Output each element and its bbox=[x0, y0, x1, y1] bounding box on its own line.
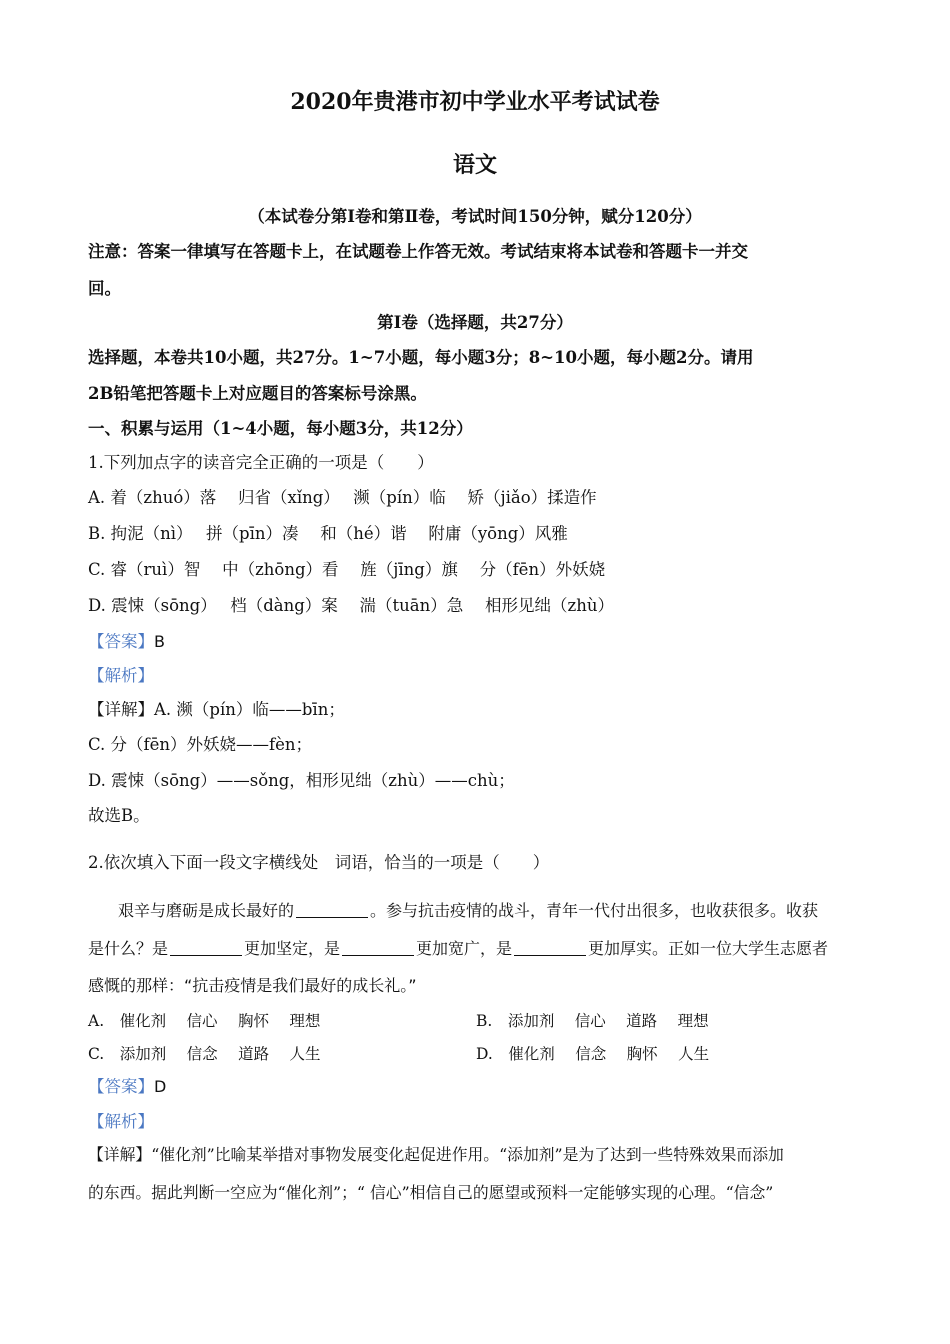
part1-instruction-line-1: 选择题，本卷共10小题，共27分。1~7小题，每小题3分；8~10小题，每小题2分。请用 bbox=[88, 348, 754, 367]
detail-label: 【详解】 bbox=[88, 700, 154, 719]
notice-line-2: 回。 bbox=[88, 279, 121, 298]
passage-text: 更加坚定，是 bbox=[244, 939, 341, 958]
answer-label: 【答案】 bbox=[88, 1077, 154, 1096]
q2-passage-line-1 bbox=[118, 901, 818, 921]
exam-info: （本试卷分第Ⅰ卷和第Ⅱ卷，考试时间150分钟，赋分120分） bbox=[248, 207, 702, 226]
passage-text: 更加厚实。正如一位大学生志愿者 bbox=[588, 939, 829, 958]
q2-analysis-label: 【解析】 bbox=[88, 1112, 154, 1131]
q1-detail-line-2: C. 分（fēn）外妖娆——fèn； bbox=[88, 735, 313, 754]
q1-option-d: D. 震悚（sōng） 档（dàng）案 湍（tuān）急 相形见绌（zhù） bbox=[88, 596, 614, 615]
passage-text: 艰辛与磨砺是成长最好的 bbox=[118, 901, 295, 920]
blank-1 bbox=[296, 901, 368, 918]
detail-text: A. 濒（pín）临——bīn； bbox=[154, 700, 345, 719]
q1-option-b: B. 拘泥（nì） 拼（pīn）凑 和（hé）谐 附庸（yōng）风雅 bbox=[88, 524, 568, 543]
q1-conclusion: 故选B。 bbox=[88, 806, 150, 825]
q1-answer bbox=[88, 632, 165, 652]
passage-text: 。参与抗击疫情的战斗，青年一代付出很多，也收获很多。收获 bbox=[370, 901, 819, 920]
q2-option-c: C. 添加剂 信念 道路 人生 bbox=[88, 1045, 321, 1063]
blank-2 bbox=[170, 939, 242, 956]
q1-option-c: C. 睿（ruì）智 中（zhōng）看 旌（jīng）旗 分（fēn）外妖娆 bbox=[88, 560, 606, 579]
detail-text: “催化剂”比喻某举措对事物发展变化起促进作用。“添加剂”是为了达到一些特殊效果而添加 bbox=[151, 1145, 784, 1164]
part1-heading: 第Ⅰ卷（选择题，共27分） bbox=[377, 313, 573, 332]
q2-stem: 2.依次填入下面一段文字横线处 词语，恰当的一项是（ ） bbox=[88, 853, 550, 872]
answer-label: 【答案】 bbox=[88, 632, 154, 651]
q2-option-a: A. 催化剂 信心 胸怀 理想 bbox=[88, 1012, 321, 1030]
q2-detail-line-2: 的东西。据此判断一空应为“催化剂”；“ 信心”相信自己的愿望或预料一定能够实现的心理。“信念” bbox=[88, 1183, 774, 1202]
answer-value: D bbox=[154, 1077, 167, 1096]
q2-passage-line-2 bbox=[88, 939, 828, 959]
q2-option-d: D. 催化剂 信念 胸怀 人生 bbox=[476, 1045, 710, 1063]
blank-3 bbox=[342, 939, 414, 956]
q2-answer bbox=[88, 1077, 166, 1097]
q2-option-b: B. 添加剂 信心 道路 理想 bbox=[476, 1012, 709, 1030]
q1-analysis-label: 【解析】 bbox=[88, 666, 154, 685]
answer-value: B bbox=[154, 632, 165, 651]
q1-detail-line-3: D. 震悚（sōng）——sǒng，相形见绌（zhù）——chù； bbox=[88, 771, 515, 790]
subject-title: 语文 bbox=[452, 152, 497, 178]
q1-detail-line-1 bbox=[88, 700, 345, 720]
passage-text: 是什么？是 bbox=[88, 939, 169, 958]
part1-instruction-line-2: 2B铅笔把答题卡上对应题目的答案标号涂黑。 bbox=[88, 384, 427, 403]
q1-option-a: A. 着（zhuó）落 归省（xǐng） 濒（pín）临 矫（jiǎo）揉造作 bbox=[88, 488, 597, 507]
q2-passage-line-3: 感慨的那样：“抗击疫情是我们最好的成长礼。” bbox=[88, 976, 417, 995]
notice-line-1: 注意：答案一律填写在答题卡上，在试题卷上作答无效。考试结束将本试卷和答题卡一并交 bbox=[88, 242, 748, 261]
detail-label: 【详解】 bbox=[88, 1145, 152, 1164]
blank-4 bbox=[514, 939, 586, 956]
q2-detail-line-1 bbox=[88, 1145, 784, 1165]
passage-text: 更加宽广，是 bbox=[416, 939, 513, 958]
q1-stem: 1.下列加点字的读音完全正确的一项是（ ） bbox=[88, 453, 434, 472]
exam-title: 2020年贵港市初中学业水平考试试卷 bbox=[290, 89, 660, 115]
section1-heading: 一、积累与运用（1~4小题，每小题3分，共12分） bbox=[88, 419, 473, 438]
